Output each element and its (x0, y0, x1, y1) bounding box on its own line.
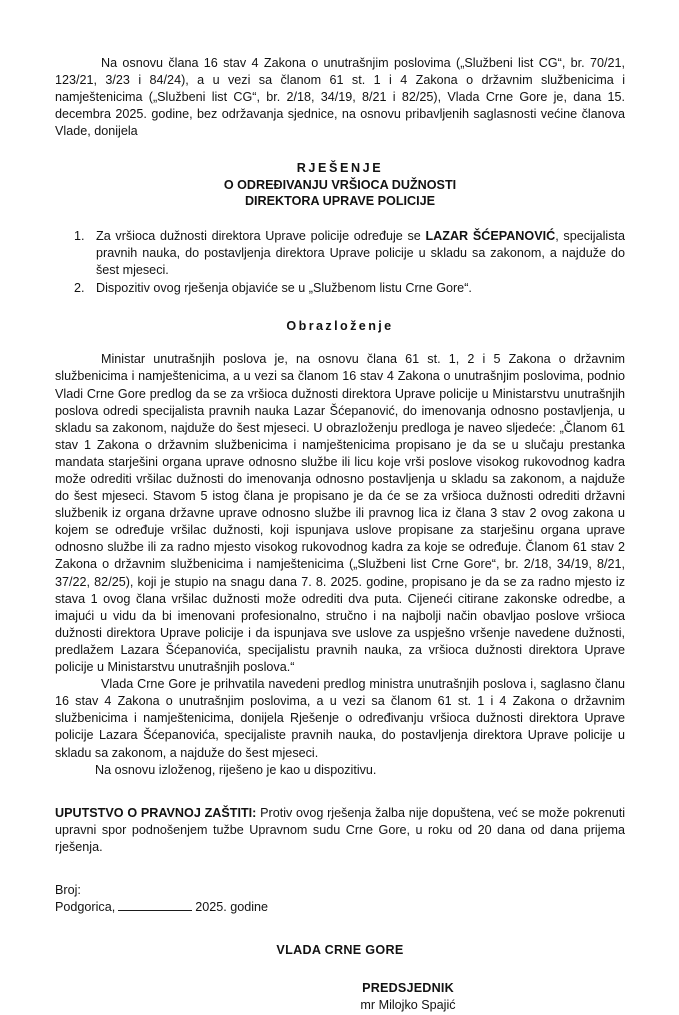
list-item-number: 1. (74, 228, 85, 243)
list-item-text-before: Za vršioca dužnosti direktora Uprave policije određuje se (96, 228, 426, 243)
date-suffix: 2025. godine (195, 900, 269, 915)
document-title (55, 160, 625, 210)
place-date-line (55, 899, 625, 917)
list-item-text-before: Dispozitiv ovog rješenja objaviće se u „Službenom listu Crne Gore“. (96, 281, 472, 296)
date-blank-field[interactable] (118, 899, 192, 911)
organization-name: VLADA CRNE GORE (276, 942, 404, 957)
signatory-name: mr Milojko Spajić (360, 998, 456, 1013)
signature-block (55, 980, 625, 1015)
signatory-title: PREDSJEDNIK (362, 980, 454, 995)
legal-notice-paragraph (55, 805, 625, 856)
explanation-paragraph-1: Ministar unutrašnjih poslova je, na osnovu člana 61 st. 1, 2 i 5 Zakona o državnim službenicima i namještenicima, a u vezi sa članom 16 stav 4 Zakona o unutrašnjim poslovima, podnio Vladi Crne Gore predlog da se za vršioca dužnosti direktora Uprave policije u Ministarstvu unutrašnjih poslova odredi specijalista pravnih nauka Lazar Šćepanović, do imenovanja odnosno postavljenja, u skladu sa zakonom, najduže do šest mjeseci. U obrazloženju predloga je naveo sljedeće: „Članom 61 stav 1 Zakona o državnim službenicima i namještenicima propisano je da se u slučaju prestanka mandata starješini organa uprave odnosno službe ili licu koje vrši poslove visokog rukovodnog kadra može odrediti vršilac dužnosti do imenovanja odnosno postavljenja u skladu sa zakonom, a najduže do šest mjeseci. Stavom 5 istog člana je propisano je da će se za vršioca dužnosti odrediti državni službenik iz organa državne uprave odnosno službe ili pravnog lica iz člana 3 stav 2 ovog zakona u kojem se određuje vršilac dužnosti, koji ispunjava uslove propisane za starješinu organa uprave odnosno službe ili za radno mjesto visokog rukovodnog kadra za koje se određuje. Članom 61 stav 2 Zakona o državnim službenicima i namještenicima („Službeni list Crne Gore“, br. 2/18, 34/19, 8/21, 37/22, 82/25), koji je stupio na snagu dana 7. 8. 2025. godine, propisano je da se za radno mjesto iz stava 1 ovog člana vršilac dužnosti može odrediti dva puta. Cijeneći citirane zakonske odredbe, a imajući u vidu da bi imenovani profesionalno, stručno i na najbolji način obavljao poslove vršioca dužnosti direktora Uprave policije i da ispunjava sve uslove za uspješno vršenje navedene dužnosti, predlažem Lazara Šćepanovića, specijalistu pravnih nauka, za vršioca dužnosti direktora Uprave policije u Ministarstvu unutrašnjih poslova.“ (55, 352, 625, 675)
appointee-name: LAZAR ŠĆEPANOVIĆ (425, 228, 556, 243)
place-label: Podgorica, (55, 900, 116, 915)
list-item (55, 280, 625, 297)
dispositive-list (55, 228, 625, 297)
document-number-label: Broj: (55, 882, 81, 897)
document-number-line (55, 882, 625, 900)
preamble-paragraph: Na osnovu člana 16 stav 4 Zakona o unutrašnjim poslovima („Službeni list CG“, br. 70/21, 123/21, 3/23 i 84/24), a u vezi sa članom 61 st. 1 i 4 Zakona o državnim službenicima i namještenicima („Službeni list CG“, br. 2/18, 34/19, 8/21 i 82/25), Vlada Crne Gore je, dana 15. decembra 2025. godine, bez održavanja sjednice, na osnovu pribavljenih saglasnosti većine članova Vlade, donijela (55, 56, 625, 139)
list-item-text-after: , specijalista pravnih nauka, do postavljenja direktora Uprave policije u skladu sa zakonom, a najduže do šest mjeseci. (96, 228, 625, 278)
explanation-heading: Obrazloženje (286, 319, 394, 334)
title-line-2: O ODREĐIVANJU VRŠIOCA DUŽNOSTI (223, 177, 457, 192)
list-item (55, 228, 625, 279)
explanation-paragraph-2: Vlada Crne Gore je prihvatila navedeni predlog ministra unutrašnjih poslova i, saglasno članu 16 stav 4 Zakona o unutrašnjim poslovima, a u vezi sa članom 61 st. 1 i 4 Zakona o državnim službenicima i namještenicima, donijela Rješenje o određivanju vršioca dužnosti direktora Uprave policije Lazara Šćepanovića, specijaliste pravnih nauka, do postavljenja direktora Uprave policije u skladu sa zakonom, a najduže do šest mjeseci. (55, 677, 625, 760)
list-item-number: 2. (74, 281, 85, 296)
title-line-1: RJEŠENJE (296, 161, 384, 176)
legal-notice-label: UPUTSTVO O PRAVNOJ ZAŠTITI: (55, 805, 257, 820)
legal-notice-text: Protiv ovog rješenja žalba nije dopuštena, već se može pokrenuti upravni spor podnošenjem tužbe Upravnom sudu Crne Gore, u roku od 20 dana od dana prijema rješenja. (55, 805, 625, 854)
footer-reference-block (55, 882, 625, 917)
explanation-paragraph-3: Na osnovu izloženog, riješeno je kao u dispozitivu. (95, 762, 377, 777)
spacer (55, 779, 625, 805)
title-line-3: DIREKTORA UPRAVE POLICIJE (244, 194, 436, 209)
